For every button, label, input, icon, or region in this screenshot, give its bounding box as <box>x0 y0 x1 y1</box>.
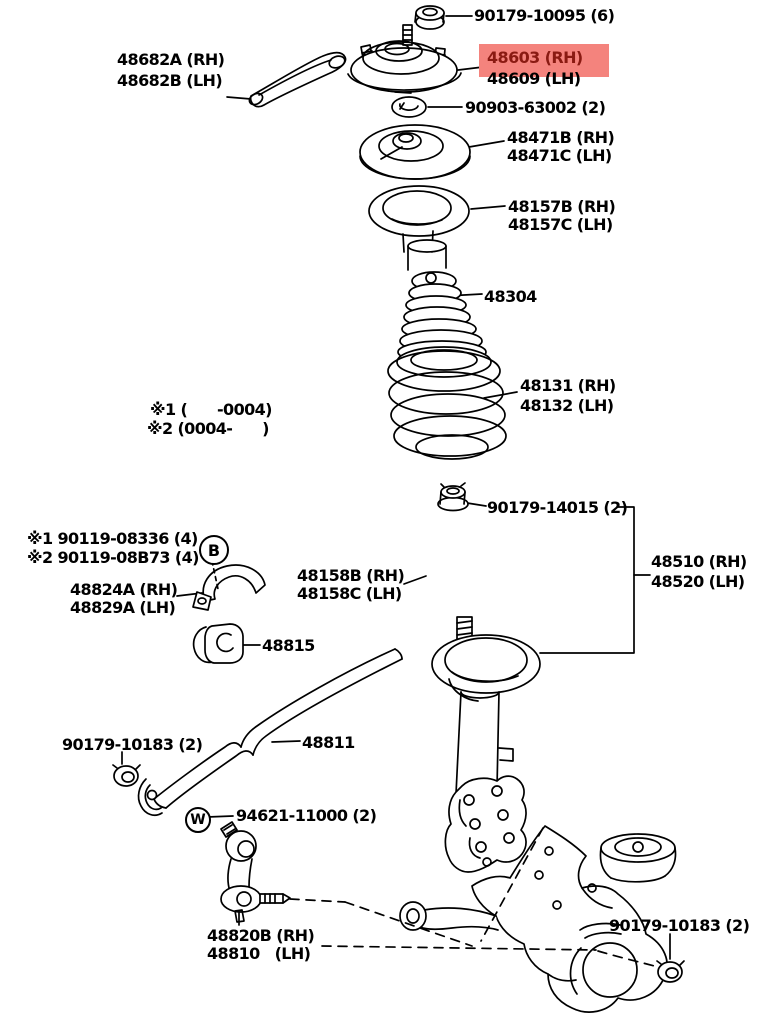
part-label-48132[interactable]: 48132 (LH) <box>520 396 614 415</box>
stabilizer-clamp-drawing <box>139 779 162 815</box>
part-label-90179-10183-left[interactable]: 90179-10183 (2) <box>62 735 203 754</box>
nut-90179-10095-drawing <box>415 6 444 29</box>
part-label-48471c[interactable]: 48471C (LH) <box>507 146 612 165</box>
stabilizer-link-drawing <box>221 822 290 922</box>
part-label-48810[interactable]: 48810 (LH) <box>207 944 311 963</box>
part-label-48520[interactable]: 48520 (LH) <box>651 572 745 591</box>
label-48603[interactable]: 48603 (RH) <box>487 48 583 67</box>
part-label-48815[interactable]: 48815 <box>262 636 315 655</box>
part-label-48811[interactable]: 48811 <box>302 733 355 752</box>
callout-circle-b: B <box>199 535 229 565</box>
upper-spring-seat-drawing <box>360 125 470 179</box>
part-label-48820b[interactable]: 48820B (RH) <box>207 926 315 945</box>
part-label-48304[interactable]: 48304 <box>484 287 537 306</box>
bracket-48824-drawing <box>193 561 265 610</box>
part-label-48158c[interactable]: 48158C (LH) <box>297 584 402 603</box>
nut-90179-10183-left-drawing <box>113 765 140 786</box>
part-label-48510[interactable]: 48510 (RH) <box>651 552 747 571</box>
note-production-range-1: ※1 ( -0004) <box>150 400 272 419</box>
part-label-90119-08b73[interactable]: ※2 90119-08B73 (4) <box>27 548 199 567</box>
callout-circle-w: W <box>185 807 211 833</box>
part-label-90179-10183-right[interactable]: 90179-10183 (2) <box>609 916 750 935</box>
part-label-48682a[interactable]: 48682A (RH) <box>117 50 225 69</box>
part-label-94621-11000[interactable]: 94621-11000 (2) <box>236 806 377 825</box>
ring-90903-drawing <box>392 97 426 117</box>
shock-absorber-drawing <box>432 617 540 872</box>
part-label-90179-14015[interactable]: 90179-14015 (2) <box>487 498 628 517</box>
stay-bracket-drawing <box>247 53 346 107</box>
stabilizer-bar-drawing <box>154 649 402 808</box>
nut-90179-14015-drawing <box>438 483 468 511</box>
part-label-90903-63002[interactable]: 90903-63002 (2) <box>465 98 606 117</box>
part-label-90119-08336[interactable]: ※1 90119-08336 (4) <box>27 529 198 548</box>
nut-90179-10183-right-drawing <box>657 961 684 982</box>
part-label-48131[interactable]: 48131 (RH) <box>520 376 616 395</box>
strut-mount-drawing <box>348 25 461 93</box>
part-label-48157b[interactable]: 48157B (RH) <box>508 197 616 216</box>
note-production-range-2: ※2 (0004- ) <box>147 419 269 438</box>
stabilizer-bushing-drawing <box>194 624 243 663</box>
part-label-48824a[interactable]: 48824A (RH) <box>70 580 178 599</box>
label-bracket-48510 <box>540 507 650 653</box>
part-label-48157c[interactable]: 48157C (LH) <box>508 215 613 234</box>
part-label-48829a[interactable]: 48829A (LH) <box>70 598 176 617</box>
part-label-48682b[interactable]: 48682B (LH) <box>117 71 223 90</box>
part-label-48158b[interactable]: 48158B (RH) <box>297 566 405 585</box>
dust-boot-drawing <box>397 240 491 377</box>
part-label-48609[interactable]: 48609 (LH) <box>487 69 581 88</box>
part-label-48471b[interactable]: 48471B (RH) <box>507 128 615 147</box>
part-label-90179-10095[interactable]: 90179-10095 (6) <box>474 6 615 25</box>
